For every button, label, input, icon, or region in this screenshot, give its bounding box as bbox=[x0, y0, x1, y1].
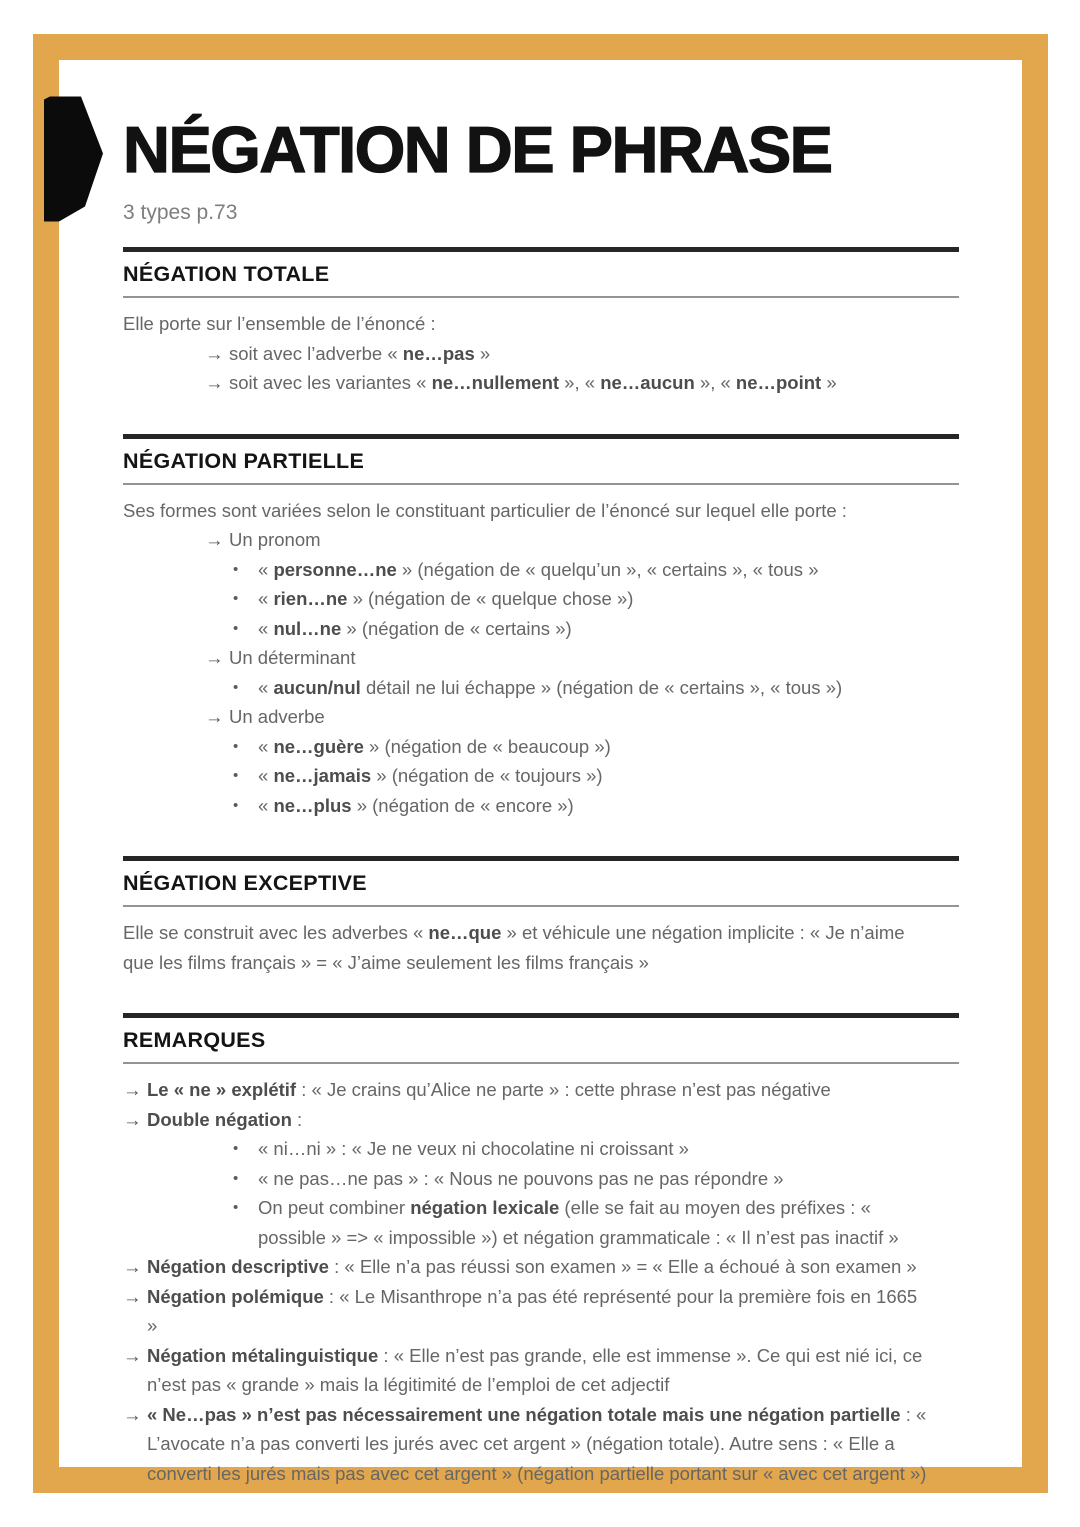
bold-text: Négation polémique bbox=[147, 1285, 324, 1307]
arrow-item bbox=[123, 525, 931, 555]
bullet-item bbox=[123, 1134, 931, 1164]
arrow-icon: → bbox=[205, 647, 224, 668]
paragraph bbox=[123, 309, 931, 339]
text: « bbox=[258, 617, 274, 639]
bold-text: ne…guère bbox=[273, 735, 364, 757]
text: On peut combiner bbox=[258, 1197, 411, 1218]
text: » (négation de « quelque chose ») bbox=[347, 588, 634, 609]
text: Elle porte sur l’ensemble de l’énoncé : bbox=[123, 313, 436, 334]
text: Un pronom bbox=[229, 529, 321, 550]
text: « ne pas…ne pas » : « Nous ne pouvons pas ne pas répondre » bbox=[258, 1167, 784, 1189]
arrow-item bbox=[123, 1252, 931, 1282]
bullet-icon: • bbox=[233, 619, 239, 637]
arrow-item bbox=[123, 643, 931, 673]
bullet-icon: • bbox=[233, 560, 239, 578]
arrow-item bbox=[123, 1341, 931, 1400]
bullet-item bbox=[123, 673, 931, 703]
arrow-item bbox=[123, 1075, 931, 1105]
arrow-icon: → bbox=[123, 1285, 142, 1307]
arrow-icon: → bbox=[123, 1079, 142, 1100]
arrow-icon: → bbox=[205, 372, 224, 393]
paragraph bbox=[123, 918, 931, 977]
text: : « L’avocate n’a pas converti les jurés avec cet argent » (négation totale). Autre sens : « Elle a converti les jurés mais pas avec cet argent » (négation partielle portant sur « avec cet argent ») bbox=[147, 1403, 927, 1484]
bold-text: ne…nullement bbox=[431, 372, 560, 393]
bold-text: personne…ne bbox=[273, 558, 397, 580]
text: (elle se fait au moyen des préfixes : « possible » => « impossible ») et négation grammaticale : « Il n’est pas inactif » bbox=[258, 1197, 899, 1248]
bullet-icon: • bbox=[233, 590, 239, 607]
section-blocks bbox=[123, 485, 959, 838]
page-subtitle: 3 types p.73 bbox=[123, 201, 238, 224]
bookmark-ribbon-icon bbox=[44, 96, 104, 223]
text: « bbox=[258, 765, 274, 786]
bullet-icon: • bbox=[233, 1140, 239, 1157]
bold-text: nul…ne bbox=[273, 617, 342, 639]
bold-text: aucun/nul bbox=[273, 676, 361, 698]
text: » (négation de « quelqu’un », « certains », « tous » bbox=[396, 558, 819, 580]
bullet-icon: • bbox=[233, 737, 239, 755]
section-negation-totale bbox=[123, 247, 959, 415]
text: » bbox=[821, 372, 837, 393]
section-negation-partielle bbox=[123, 434, 959, 838]
page-title: NÉGATION DE PHRASE bbox=[123, 113, 832, 186]
text: « bbox=[258, 558, 274, 580]
text: : « Elle n’a pas réussi son examen » = « Elle a échoué à son examen » bbox=[328, 1256, 917, 1277]
arrow-item bbox=[123, 339, 931, 369]
bullet-item bbox=[123, 614, 931, 644]
text: » bbox=[474, 342, 491, 364]
text: Un déterminant bbox=[229, 647, 356, 668]
arrow-icon: → bbox=[123, 1403, 142, 1425]
arrow-item bbox=[123, 368, 931, 398]
bullet-icon: • bbox=[233, 1169, 239, 1187]
bold-text: « Ne…pas » n’est pas nécessairement une négation totale mais une négation partielle bbox=[147, 1403, 901, 1425]
bullet-item bbox=[123, 555, 931, 585]
section-heading: NÉGATION TOTALE bbox=[123, 262, 330, 286]
text: », « bbox=[559, 372, 601, 393]
text: », « bbox=[694, 372, 736, 393]
bullet-icon: • bbox=[233, 678, 239, 696]
bold-text: Double négation bbox=[147, 1108, 292, 1130]
section-negation-exceptive bbox=[123, 856, 959, 994]
paragraph bbox=[123, 496, 931, 526]
arrow-item bbox=[123, 1105, 931, 1135]
arrow-icon: → bbox=[205, 706, 224, 727]
document-sections bbox=[123, 247, 959, 1505]
bullet-item bbox=[123, 1164, 931, 1194]
text: détail ne lui échappe » (négation de « certains », « tous ») bbox=[360, 676, 843, 698]
text: Ses formes sont variées selon le constituant particulier de l’énoncé sur lequel elle porte : bbox=[123, 499, 847, 521]
text: » (négation de « beaucoup ») bbox=[363, 735, 611, 757]
text: : « Je crains qu’Alice ne parte » : cette phrase n’est pas négative bbox=[296, 1079, 831, 1100]
bullet-item bbox=[123, 1193, 931, 1252]
bold-text: ne…aucun bbox=[600, 372, 695, 393]
arrow-icon: → bbox=[205, 342, 224, 364]
text: : « Le Misanthrope n’a pas été représenté pour la première fois en 1665 » bbox=[147, 1285, 918, 1336]
bold-text: Négation métalinguistique bbox=[147, 1344, 379, 1366]
bullet-item bbox=[123, 791, 931, 821]
text: soit avec les variantes « bbox=[229, 372, 432, 393]
text: » (négation de « toujours ») bbox=[371, 765, 603, 786]
bold-text: ne…jamais bbox=[273, 765, 372, 786]
bold-text: rien…ne bbox=[273, 588, 348, 609]
arrow-item bbox=[123, 1282, 931, 1341]
section-blocks bbox=[123, 1064, 959, 1505]
bullet-icon: • bbox=[233, 796, 239, 814]
bold-text: Le « ne » explétif bbox=[147, 1079, 297, 1100]
text: soit avec l’adverbe « bbox=[229, 342, 403, 364]
section-heading: NÉGATION EXCEPTIVE bbox=[123, 871, 367, 895]
document-page bbox=[123, 0, 959, 1505]
arrow-item bbox=[123, 702, 931, 732]
text: « bbox=[258, 794, 274, 816]
bullet-item bbox=[123, 584, 931, 614]
arrow-icon: → bbox=[123, 1344, 142, 1366]
text: « bbox=[258, 588, 274, 609]
arrow-item bbox=[123, 1400, 931, 1489]
bold-text: ne…plus bbox=[273, 794, 352, 816]
bold-text: ne…point bbox=[735, 372, 822, 393]
arrow-icon: → bbox=[123, 1256, 142, 1277]
text: « ni…ni » : « Je ne veux ni chocolatine ni croissant » bbox=[258, 1138, 689, 1159]
section-blocks bbox=[123, 298, 959, 415]
text: : bbox=[291, 1108, 303, 1130]
section-remarques bbox=[123, 1013, 959, 1505]
text: » et véhicule une négation implicite : « Je n’aime que les films français » = « J’aime seulement les films français » bbox=[123, 922, 905, 973]
bold-text: négation lexicale bbox=[410, 1197, 560, 1218]
section-blocks bbox=[123, 907, 959, 994]
section-heading: REMARQUES bbox=[123, 1028, 266, 1052]
arrow-icon: → bbox=[205, 529, 224, 550]
bold-text: ne…pas bbox=[402, 342, 475, 364]
section-heading: NÉGATION PARTIELLE bbox=[123, 448, 365, 473]
bullet-icon: • bbox=[233, 1199, 239, 1216]
bullet-item bbox=[123, 761, 931, 791]
bold-text: Négation descriptive bbox=[147, 1256, 329, 1277]
text: » (négation de « encore ») bbox=[351, 794, 574, 816]
text: Un adverbe bbox=[229, 706, 325, 727]
text: » (négation de « certains ») bbox=[341, 617, 572, 639]
bold-text: ne…que bbox=[428, 922, 502, 943]
text: « bbox=[258, 735, 274, 757]
bullet-icon: • bbox=[233, 767, 239, 784]
text: « bbox=[258, 676, 274, 698]
text: Elle se construit avec les adverbes « bbox=[123, 922, 429, 943]
arrow-icon: → bbox=[123, 1108, 142, 1130]
text: : « Elle n’est pas grande, elle est immense ». Ce qui est nié ici, ce n’est pas « grande » mais la légitimité de l’emploi de cet adjectif bbox=[147, 1344, 923, 1395]
bullet-item bbox=[123, 732, 931, 762]
